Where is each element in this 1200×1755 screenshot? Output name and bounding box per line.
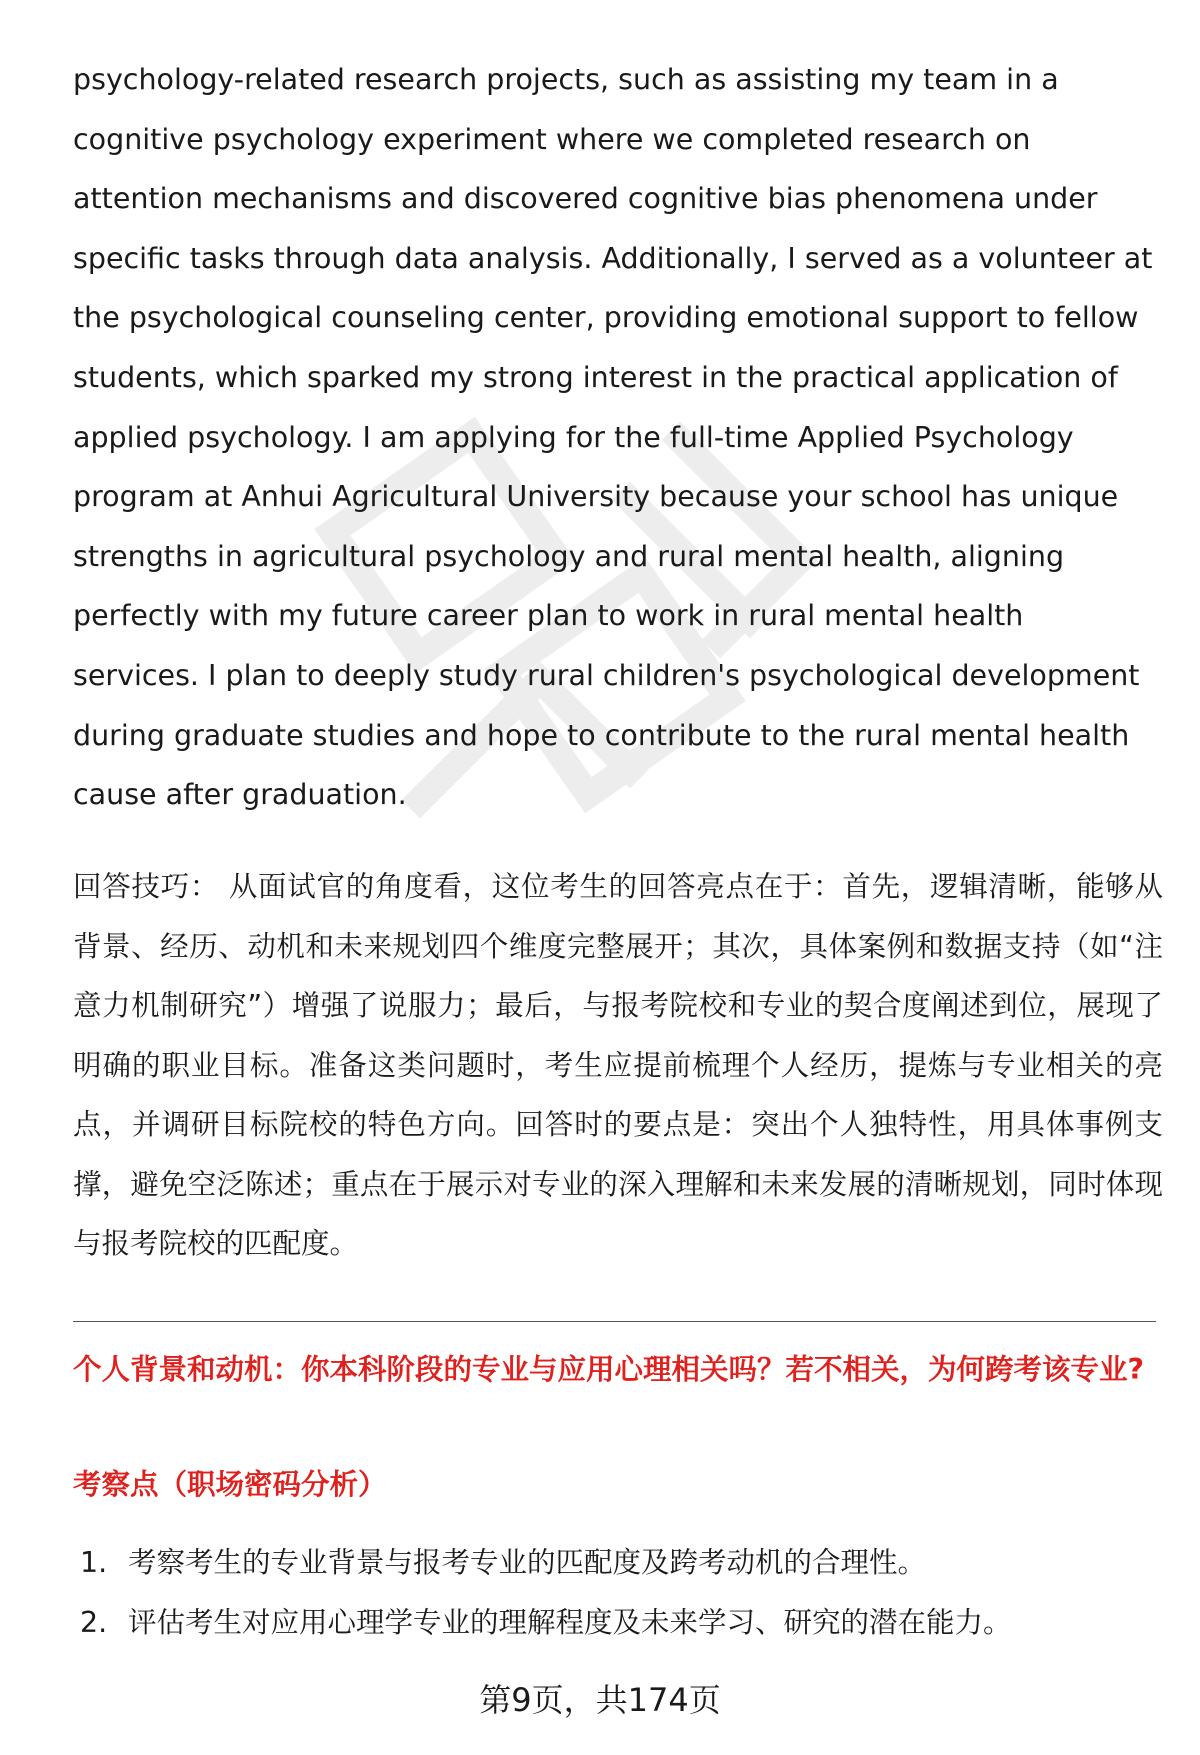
list-item-text: 评估考生对应用心理学专业的理解程度及未来学习、研究的潜在能力。 xyxy=(128,1606,1012,1639)
list-item-number: 1. xyxy=(80,1546,108,1579)
list-item xyxy=(80,1600,1160,1660)
list-item-number: 2. xyxy=(80,1606,108,1639)
answer-paragraph: psychology-related research projects, such as assisting my team in a cognitive psychology experiment where we completed research on attention mechanisms and discovered cognitive bias phenomena under specific tasks through data analysis. Additionally, I served as a volunteer at the psychological counseling center, providing emotional support to fellow students, which sparked my strong interest in the practical application of applied psychology. I am applying for the full-time Applied Psychology program at Anhui Agricultural University because your school has unique strengths in agricultural psychology and rural mental health, aligning perfectly with my future career plan to work in rural mental health services. I plan to deeply study rural children's psychological development during graduate studies and hope to contribute to the rural mental health cause after graduation. xyxy=(73,63,1153,812)
assessment-points-heading: 考察点（职场密码分析） xyxy=(73,1468,387,1501)
list-item-text: 考察考生的专业背景与报考专业的匹配度及跨考动机的合理性。 xyxy=(128,1546,927,1579)
page-footer: 第9页，共174页 xyxy=(479,1681,721,1719)
assessment-points-list xyxy=(80,1540,1160,1660)
list-item xyxy=(80,1540,1160,1600)
interview-question: 个人背景和动机：你本科阶段的专业与应用心理相关吗？若不相关，为何跨考该专业? xyxy=(73,1353,1145,1386)
answer-tips: 回答技巧： 从面试官的角度看，这位考生的回答亮点在于：首先，逻辑清晰，能够从背景、经历、动机和未来规划四个维度完整展开；其次，具体案例和数据支持（如“注意力机制研究”）增强了说服力；最后，与报考院校和专业的契合度阐述到位，展现了明确的职业目标。准备这类问题时，考生应提前梳理个人经历，提炼与专业相关的亮点，并调研目标院校的特色方向。回答时的要点是：突出个人独特性，用具体事例支撑，避免空泛陈述；重点在于展示对专业的深入理解和未来发展的清晰规划，同时体现与报考院校的匹配度。 xyxy=(73,870,1163,1260)
section-divider xyxy=(73,1321,1156,1322)
